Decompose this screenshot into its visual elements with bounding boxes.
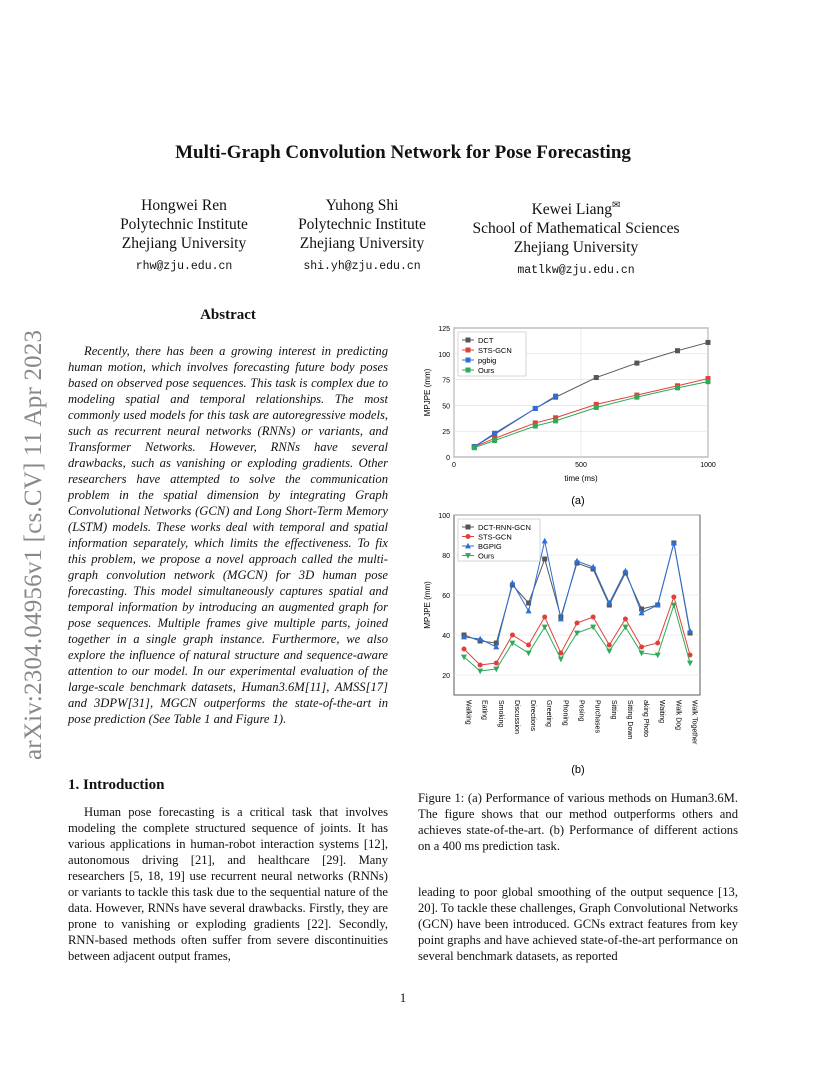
author-university: Zhejiang University — [513, 239, 639, 257]
x-tick-label: Eating — [480, 700, 488, 720]
arxiv-stamp[interactable]: arXiv:2304.04956v1 [cs.CV] 11 Apr 2023 — [20, 329, 47, 760]
x-tick-label: Walking — [464, 700, 472, 725]
data-point — [594, 375, 599, 380]
author-affiliation: Polytechnic Institute — [120, 216, 248, 233]
paper-title: Multi-Graph Convolution Network for Pose Forecasting — [175, 142, 631, 163]
data-point — [706, 340, 711, 345]
series-line — [474, 396, 555, 447]
x-tick-label: Sitting Down — [625, 700, 633, 740]
y-tick-label: 100 — [438, 513, 450, 520]
x-tick-label: Greeting — [545, 700, 553, 727]
author-name: Hongwei Ren — [141, 197, 227, 214]
x-tick-label: Smoking — [496, 700, 504, 728]
data-point — [606, 649, 612, 655]
data-point — [526, 651, 532, 657]
data-point — [634, 395, 639, 400]
subfigure-b-label: (b) — [571, 764, 585, 776]
y-axis-label: MPJPE (mm) — [423, 368, 432, 417]
data-point — [671, 595, 676, 600]
envelope-icon: ✉ — [612, 200, 621, 211]
legend-marker — [466, 368, 471, 373]
chart-a-plot — [423, 326, 716, 483]
legend-label: Ours — [478, 551, 495, 561]
intro-heading: 1. Introduction — [68, 777, 165, 793]
legend-label: Ours — [478, 366, 495, 375]
data-point — [591, 615, 596, 620]
abstract-text: Recently, there has been a growing interest in predicting human motion, which involves forecasting future body poses based on observed pose sequences. This task is complex due to modeling spatial and temporal relationships. The most commonly used models for this task are autoregressive models, such as recurrent neural networks (RNNs) or variants, and Transformer Networks. However, RNNs have several drawbacks, such as vanishing or exploding gradients. Other researchers have attempted to solve the communication problem in the spatial dimension by integrating Graph Convolutional Networks (GCN) and Long Short-Term Memory (LSTM) models. These works deal with temporal and spatial information separately, which limits the effectiveness. To fix this problem, we propose a novel approach called the multi-graph convolution network (MGCN) for 3D human pose forecasting. This model simultaneously captures spatial and temporal information by introducing an augmented graph for pose sequences. Multiple frames give multiple parts, joined together in a single graph instance. Furthermore, we also explore the influence of natural structure and sequence-aware attention to our model. In our experimental evaluation of the large-scale benchmark datasets, Human3.6M[11], AMSS[17] and 3DPW[31], MGCN outperforms the state-of-the-art in pose prediction (See Table 1 and Figure 1). — [68, 344, 388, 726]
data-point — [533, 424, 538, 429]
author-affiliation: Polytechnic Institute — [298, 216, 426, 233]
data-point — [526, 608, 532, 614]
legend-label: STS-GCN — [478, 532, 512, 542]
data-point — [542, 615, 547, 620]
data-point — [472, 445, 477, 450]
x-tick-label: Walk Dog — [674, 700, 682, 731]
series-line — [474, 382, 708, 448]
data-point — [533, 406, 538, 411]
y-tick-label: 80 — [442, 553, 450, 560]
y-tick-label: 0 — [446, 455, 450, 462]
x-tick-label: Waiting — [658, 700, 666, 724]
data-point — [607, 643, 612, 648]
x-tick-label: aking Photo — [642, 700, 650, 737]
legend-marker — [466, 338, 471, 343]
intro-text: Human pose forecasting is a critical task that involves modeling the complete structured sequence of joints. It has various applications in human-robot interaction systems [12], autonomous driving [21], and healthcare [29]. Many researchers [5, 18, 19] use recurrent neural networks (RNNs) or variants to tackle this task due to the sequential nature of the data. However, RNNs have several drawbacks. Firstly, they are prone to vanishing or exploding gradients [22]. Secondly, RNN-based methods often suffer from severe discontinuities between adjacent output frames, — [68, 805, 388, 963]
y-tick-label: 125 — [438, 326, 450, 333]
data-point — [526, 643, 531, 648]
data-point — [553, 394, 558, 399]
legend-marker — [466, 525, 471, 530]
data-point — [492, 431, 497, 436]
x-tick-label: Directions — [529, 700, 537, 732]
legend-marker — [466, 534, 471, 539]
data-point — [494, 661, 499, 666]
data-point — [675, 348, 680, 353]
data-point — [706, 379, 711, 384]
y-tick-label: 25 — [442, 429, 450, 437]
legend-label: DCT — [478, 336, 494, 345]
legend-marker — [466, 348, 471, 353]
author-email[interactable]: matlkw@zju.edu.cn — [517, 264, 635, 278]
legend-label: DCT-RNN-GCN — [478, 523, 531, 532]
author-university: Zhejiang University — [121, 235, 247, 252]
y-tick-label: 40 — [442, 633, 450, 640]
x-tick-label: Posing — [577, 700, 585, 722]
data-point — [462, 647, 467, 652]
data-point — [492, 438, 497, 443]
legend-label: pgbig — [478, 356, 497, 365]
y-tick-label: 100 — [438, 351, 450, 359]
y-tick-label: 60 — [442, 593, 450, 600]
author-university: Zhejiang University — [299, 235, 425, 252]
data-point — [675, 385, 680, 390]
author-email[interactable]: rhw@zju.edu.cn — [135, 260, 233, 273]
x-tick-label: 0 — [452, 462, 456, 469]
data-point — [509, 641, 515, 647]
data-point — [574, 631, 580, 637]
x-tick-label: Walk Together — [690, 700, 698, 745]
x-tick-label: 500 — [575, 462, 587, 469]
abstract-heading: Abstract — [200, 307, 256, 323]
figure-1b — [418, 505, 748, 777]
author-3 — [460, 196, 692, 280]
data-point — [655, 653, 661, 659]
data-point — [542, 625, 548, 631]
author-name: Kewei Liang — [531, 201, 613, 219]
data-point — [594, 405, 599, 410]
data-point — [687, 661, 693, 667]
page-number: 1 — [399, 990, 407, 1005]
author-name: Yuhong Shi — [325, 197, 399, 214]
data-point — [655, 641, 660, 646]
x-axis-label: time (ms) — [564, 474, 598, 483]
author-2 — [282, 196, 442, 276]
data-point — [575, 621, 580, 626]
x-tick-label: Discussion — [512, 700, 520, 734]
chart-b-plot — [423, 513, 700, 745]
y-tick-label: 75 — [442, 377, 450, 385]
x-tick-label: Phoning — [561, 700, 569, 726]
data-point — [478, 663, 483, 668]
data-point — [558, 657, 564, 663]
legend-label: STS-GCN — [478, 346, 512, 355]
legend-label: BGPIG — [478, 542, 502, 551]
x-tick-label: Purchases — [593, 700, 601, 734]
figure-caption: Figure 1: (a) Performance of various methods on Human3.6M. The figure shows that our method outperforms others and achieves state-of-the-art. (b) Performance of different actions on a 400 ms prediction task. — [418, 791, 738, 853]
author-affiliation: School of Mathematical Sciences — [472, 220, 680, 238]
data-point — [623, 617, 628, 622]
subfigure-a-label: (a) — [571, 495, 585, 507]
data-point — [639, 645, 644, 650]
y-tick-label: 50 — [442, 403, 450, 411]
right-column-text: leading to poor global smoothing of the output sequence [13, 20]. To tackle these challenges, Graph Convolutional Networks (GCN) have been introduced. GCNs extract features from key point graphs and have achieved state-of-the-art performance on several benchmark datasets, as reported — [418, 885, 738, 963]
data-point — [634, 361, 639, 366]
data-point — [510, 633, 515, 638]
figure-1a — [418, 318, 748, 513]
author-1 — [104, 196, 264, 276]
legend-marker — [466, 358, 471, 363]
author-email[interactable]: shi.yh@zju.edu.cn — [303, 260, 421, 273]
y-axis-label: MPJPE (mm) — [423, 581, 432, 629]
x-tick-label: Sitting — [609, 700, 617, 720]
y-tick-label: 20 — [442, 673, 450, 680]
data-point — [553, 418, 558, 423]
data-point — [542, 538, 548, 544]
x-tick-label: 1000 — [700, 462, 716, 469]
data-point — [542, 557, 547, 562]
data-point — [477, 669, 483, 675]
